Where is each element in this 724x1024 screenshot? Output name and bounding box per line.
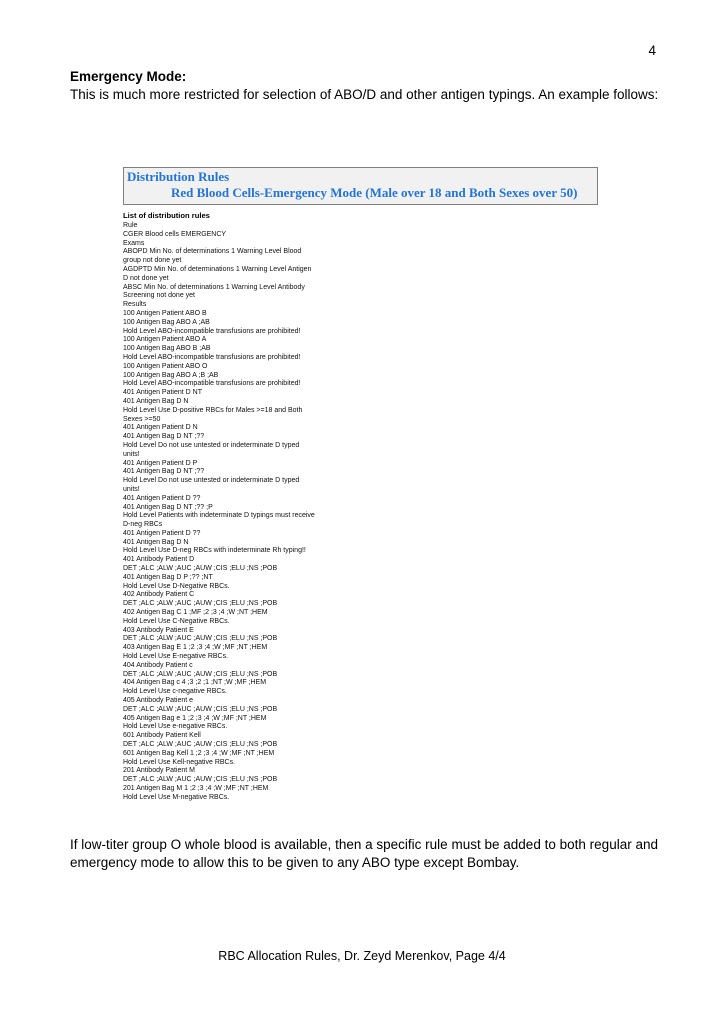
rule-line: 402 Antibody Patient C [123, 591, 195, 599]
rule-line: 401 Antigen Patient D ?? [123, 494, 201, 502]
rule-line: 201 Antibody Patient M [123, 767, 195, 775]
rule-line: 401 Antibody Patient D [123, 556, 195, 564]
rule-line: Hold Level Patients with indeterminate D typings must receive [123, 512, 315, 520]
rule-line: Hold Level Use M-negative RBCs. [123, 793, 230, 801]
rules-list-lines [123, 222, 315, 803]
rule-line: ABSC Min No. of determinations 1 Warning Level Antibody [123, 283, 305, 291]
rule-line: Hold Level ABO-incompatible transfusions are prohibited! [123, 380, 301, 388]
rule-line: Sexes >=50 [123, 415, 161, 423]
rule-line: Hold Level Use D-Negative RBCs. [123, 582, 230, 590]
rule-line: 401 Antigen Patient D ?? [123, 529, 201, 537]
rule-line: DET ;ALC ;ALW ;AUC ;AUW ;CIS ;ELU ;NS ;POB [123, 741, 278, 749]
distribution-rules-list [123, 211, 315, 803]
rule-line: CGER Blood cells EMERGENCY [123, 230, 227, 238]
distribution-rules-title: Distribution Rules [127, 169, 230, 184]
rule-line: 100 Antigen Patient ABO A [123, 336, 207, 344]
rule-line: Hold Level Do not use untested or indeterminate D typed [123, 477, 300, 485]
rule-line: DET ;ALC ;ALW ;AUC ;AUW ;CIS ;ELU ;NS ;POB [123, 565, 278, 573]
rule-line: 402 Antigen Bag C 1 ;MF ;2 ;3 ;4 ;W ;NT ;HEM [123, 609, 268, 617]
distribution-rules-header-box [123, 167, 598, 205]
rule-line: 401 Antigen Bag D P ;?? ;NT [123, 573, 213, 581]
rule-line: 401 Antigen Bag D N [123, 397, 189, 405]
rules-list-header: List of distribution rules [123, 211, 210, 220]
rule-line: Hold Level ABO-incompatible transfusions are prohibited! [123, 327, 301, 335]
distribution-rules-subtitle: Red Blood Cells-Emergency Mode (Male over 18 and Both Sexes over 50) [171, 185, 578, 200]
rule-line: 403 Antigen Bag E 1 ;2 ;3 ;4 ;W ;MF ;NT ;HEM [123, 644, 268, 652]
rule-line: DET ;ALC ;ALW ;AUC ;AUW ;CIS ;ELU ;NS ;POB [123, 670, 278, 678]
rule-line: 601 Antigen Bag Kell 1 ;2 ;3 ;4 ;W ;MF ;NT ;HEM [123, 749, 275, 757]
rule-line: D not done yet [123, 274, 169, 282]
rule-line: DET ;ALC ;ALW ;AUC ;AUW ;CIS ;ELU ;NS ;POB [123, 705, 278, 713]
rule-line: 405 Antibody Patient e [123, 697, 194, 705]
rule-line: Hold Level Use c-negative RBCs. [123, 688, 227, 696]
rule-line: units! [123, 485, 140, 493]
rule-line: AGDPTD Min No. of determinations 1 Warning Level Antigen [123, 265, 312, 273]
rule-line: DET ;ALC ;ALW ;AUC ;AUW ;CIS ;ELU ;NS ;POB [123, 635, 278, 643]
rule-line: Hold Level Use Kell-negative RBCs. [123, 758, 236, 766]
rule-line: 100 Antigen Bag ABO B ;AB [123, 345, 211, 353]
rule-line: 405 Antigen Bag e 1 ;2 ;3 ;4 ;W ;MF ;NT ;HEM [123, 714, 267, 722]
closing-paragraph: If low-titer group O whole blood is available, then a specific rule must be added to both regular and emergency mode to allow this to be given to any ABO type except Bombay. [70, 837, 658, 870]
rule-line: 100 Antigen Patient ABO O [123, 362, 208, 370]
rule-line: 401 Antigen Bag D NT ;?? [123, 468, 205, 476]
rule-line: Rule [123, 222, 138, 229]
rule-line: units! [123, 450, 140, 458]
rule-line: Hold Level Use D-positive RBCs for Males >=18 and Both [123, 406, 303, 414]
rule-line: Hold Level Use E-negative RBCs. [123, 653, 229, 661]
rule-line: DET ;ALC ;ALW ;AUC ;AUW ;CIS ;ELU ;NS ;POB [123, 776, 278, 784]
rule-line: group not done yet [123, 257, 182, 265]
rule-line: 201 Antigen Bag M 1 ;2 ;3 ;4 ;W ;MF ;NT ;HEM [123, 785, 269, 792]
rule-line: 401 Antigen Patient D N [123, 424, 198, 432]
rule-line: Hold Level Use D-neg RBCs with indeterminate Rh typing!! [123, 547, 306, 555]
rule-line: Exams [123, 239, 145, 247]
rule-line: Hold Level Use C-Negative RBCs. [123, 617, 230, 625]
page-footer: RBC Allocation Rules, Dr. Zeyd Merenkov, Page 4/4 [218, 949, 506, 963]
section-heading: Emergency Mode: [70, 69, 187, 84]
rule-line: 100 Antigen Bag ABO A ;B ;AB [123, 371, 219, 379]
rule-line: Screening not done yet [123, 292, 195, 300]
rule-line: 601 Antibody Patient Kell [123, 732, 201, 740]
rule-line: 401 Antigen Patient D P [123, 459, 198, 467]
rule-line: 100 Antigen Bag ABO A ;AB [123, 318, 210, 326]
rule-line: 404 Antigen Bag c 4 ;3 ;2 ;1 ;NT ;W ;MF ;HEM [123, 679, 267, 687]
rule-line: ABOPD Min No. of determinations 1 Warning Level Blood [123, 248, 302, 256]
rule-line: Hold Level Do not use untested or indeterminate D typed [123, 441, 300, 449]
rule-line: Hold Level Use e-negative RBCs. [123, 723, 228, 731]
page-number: 4 [648, 43, 656, 58]
rule-line: Results [123, 301, 147, 309]
rule-line: 401 Antigen Bag D NT ;?? ;P [123, 503, 213, 511]
section-intro-paragraph: This is much more restricted for selection of ABO/D and other antigen typings. An example follows: [70, 86, 659, 102]
rule-line: Hold Level ABO-incompatible transfusions are prohibited! [123, 353, 301, 361]
rule-line: D-neg RBCs [123, 521, 163, 529]
rule-line: 401 Antigen Bag D N [123, 538, 189, 546]
rule-line: 403 Antibody Patient E [123, 626, 194, 634]
rule-line: 404 Antibody Patient c [123, 661, 193, 669]
emergency-mode-section [70, 68, 662, 103]
rule-line: 100 Antigen Patient ABO B [123, 309, 207, 317]
rule-line: 401 Antigen Bag D NT ;?? [123, 433, 205, 441]
rule-line: 401 Antigen Patient D NT [123, 389, 202, 397]
rule-line: DET ;ALC ;ALW ;AUC ;AUW ;CIS ;ELU ;NS ;POB [123, 600, 278, 608]
